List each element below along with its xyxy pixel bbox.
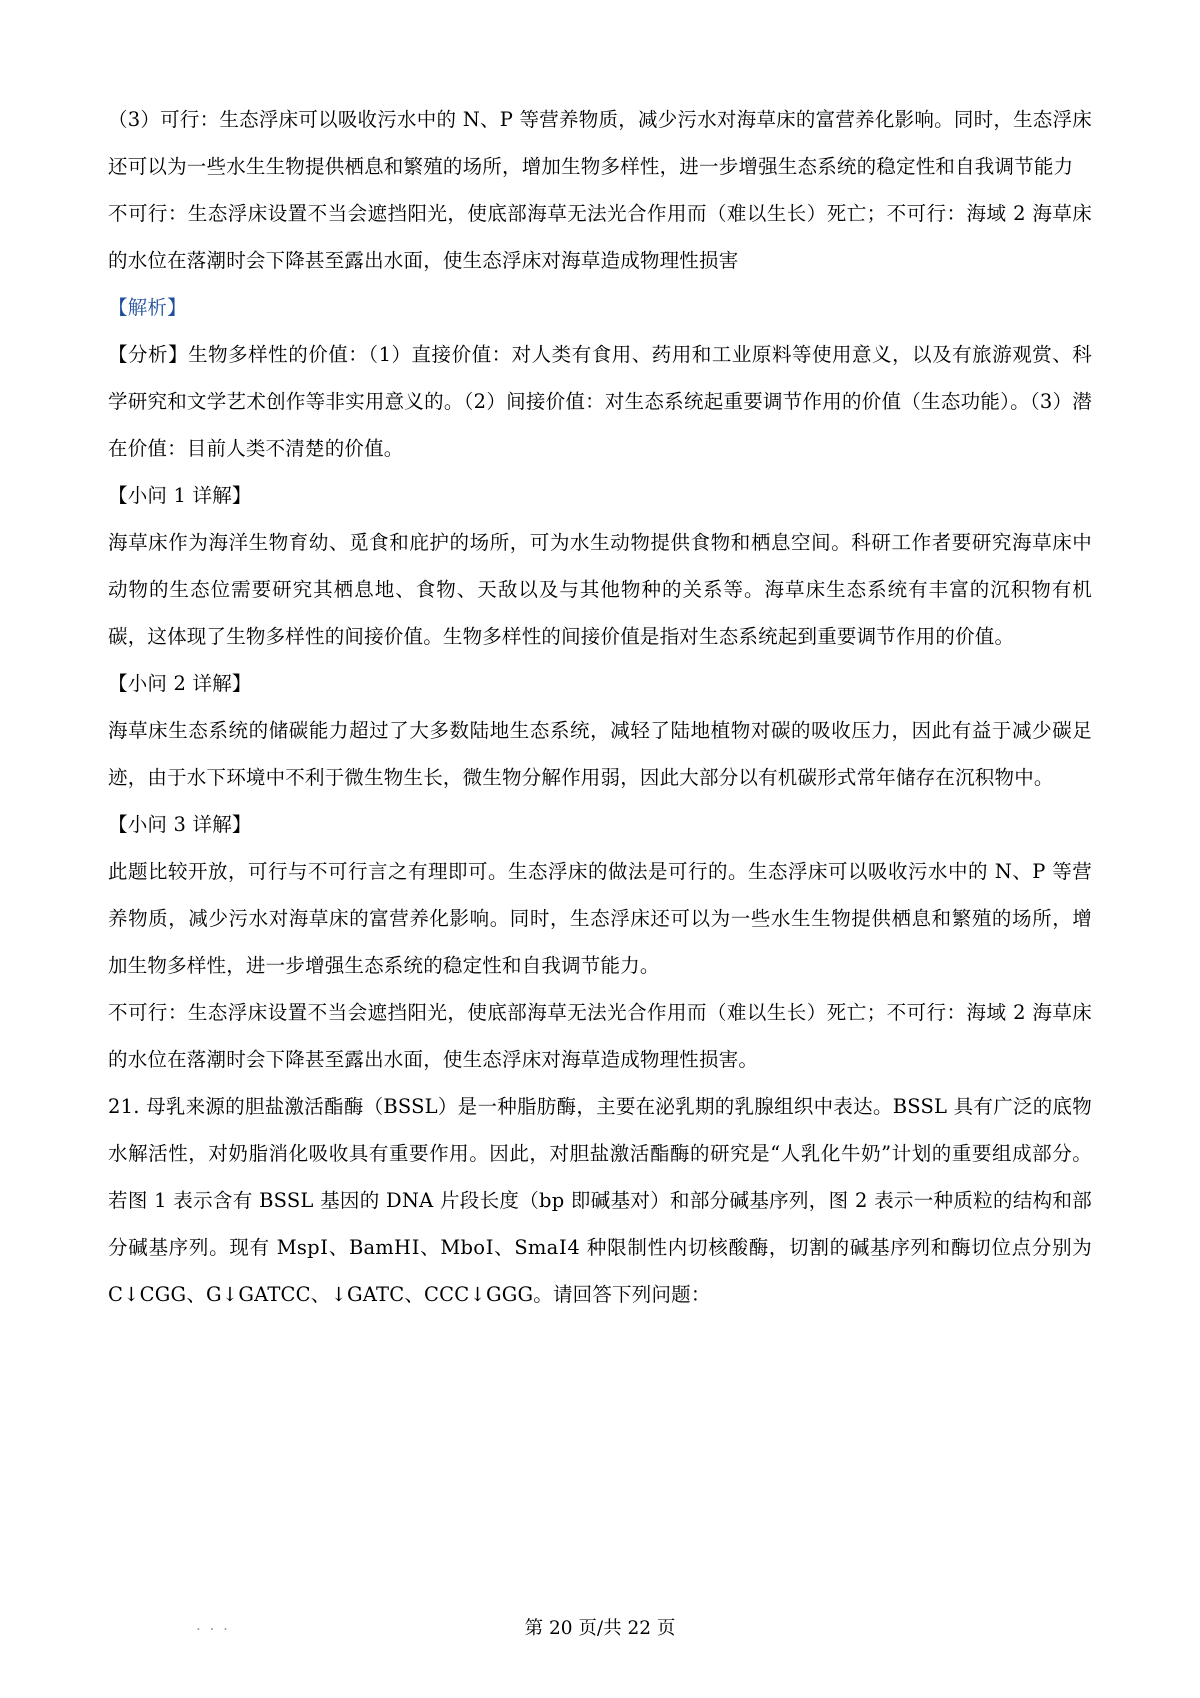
- subquestion-3-heading: 【小问 3 详解】: [108, 813, 252, 836]
- subquestion-1-heading: 【小问 1 详解】: [108, 484, 252, 507]
- analysis-heading: 【解析】: [108, 296, 187, 319]
- document-body: [108, 96, 1092, 1318]
- question-21: 21. 母乳来源的胆盐激活酯酶（BSSL）是一种脂肪酶，主要在泌乳期的乳腺组织中表达。BSSL 具有广泛的底物水解活性，对奶脂消化吸收具有重要作用。因此，对胆盐激活酯酶的研究是“人乳化牛奶”计划的重要组成部分。若图 1 表示含有 BSSL 基因的 DNA 片段长度（bp 即碱基对）和部分碱基序列，图 2 表示一种质粒的结构和部分碱基序列。现有 MspⅠ、BamHⅠ、MboⅠ、SmaⅠ4 种限制性内切核酸酶，切割的碱基序列和酶切位点分别为 C↓CGG、G↓GATCC、↓GATC、CCC↓GGG。请回答下列问题：: [108, 1095, 1092, 1306]
- paragraph-subquestion-3-body: 此题比较开放，可行与不可行言之有理即可。生态浮床的做法是可行的。生态浮床可以吸收污水中的 N、P 等营养物质，减少污水对海草床的富营养化影响。同时，生态浮床还可以为一些水生生物提供栖息和繁殖的场所，增加生物多样性，进一步增强生态系统的稳定性和自我调节能力。: [108, 860, 1092, 977]
- paragraph-subquestion-2-body: 海草床生态系统的储碳能力超过了大多数陆地生态系统，减轻了陆地植物对碳的吸收压力，因此有益于减少碳足迹，由于水下环境中不利于微生物生长，微生物分解作用弱，因此大部分以有机碳形式常年储存在沉积物中。: [108, 719, 1092, 789]
- paragraph-analysis-body: 【分析】生物多样性的价值：（1）直接价值：对人类有食用、药用和工业原料等使用意义，以及有旅游观赏、科学研究和文学艺术创作等非实用意义的。（2）间接价值：对生态系统起重要调节作用的价值（生态功能）。（3）潜在价值：目前人类不清楚的价值。: [108, 343, 1092, 460]
- paragraph-answer3-infeasible: 不可行：生态浮床设置不当会遮挡阳光，使底部海草无法光合作用而（难以生长）死亡；不可行：海域 2 海草床的水位在落潮时会下降甚至露出水面，使生态浮床对海草造成物理性损害: [108, 202, 1092, 272]
- paragraph-subquestion-1-body: 海草床作为海洋生物育幼、觅食和庇护的场所，可为水生动物提供食物和栖息空间。科研工作者要研究海草床中动物的生态位需要研究其栖息地、食物、天敌以及与其他物种的关系等。海草床生态系统有丰富的沉积物有机碳，这体现了生物多样性的间接价值。生物多样性的间接价值是指对生态系统起到重要调节作用的价值。: [108, 531, 1092, 648]
- paragraph-answer3-feasible: （3）可行：生态浮床可以吸收污水中的 N、P 等营养物质，减少污水对海草床的富营养化影响。同时，生态浮床还可以为一些水生生物提供栖息和繁殖的场所，增加生物多样性，进一步增强生态系统的稳定性和自我调节能力: [108, 108, 1092, 178]
- page-decoration-dots: . . .: [196, 1616, 230, 1634]
- paragraph-subquestion-3-infeasible: 不可行：生态浮床设置不当会遮挡阳光，使底部海草无法光合作用而（难以生长）死亡；不可行：海域 2 海草床的水位在落潮时会下降甚至露出水面，使生态浮床对海草造成物理性损害。: [108, 1001, 1092, 1071]
- page-footer: 第 20 页/共 22 页: [524, 1618, 676, 1639]
- subquestion-2-heading: 【小问 2 详解】: [108, 672, 252, 695]
